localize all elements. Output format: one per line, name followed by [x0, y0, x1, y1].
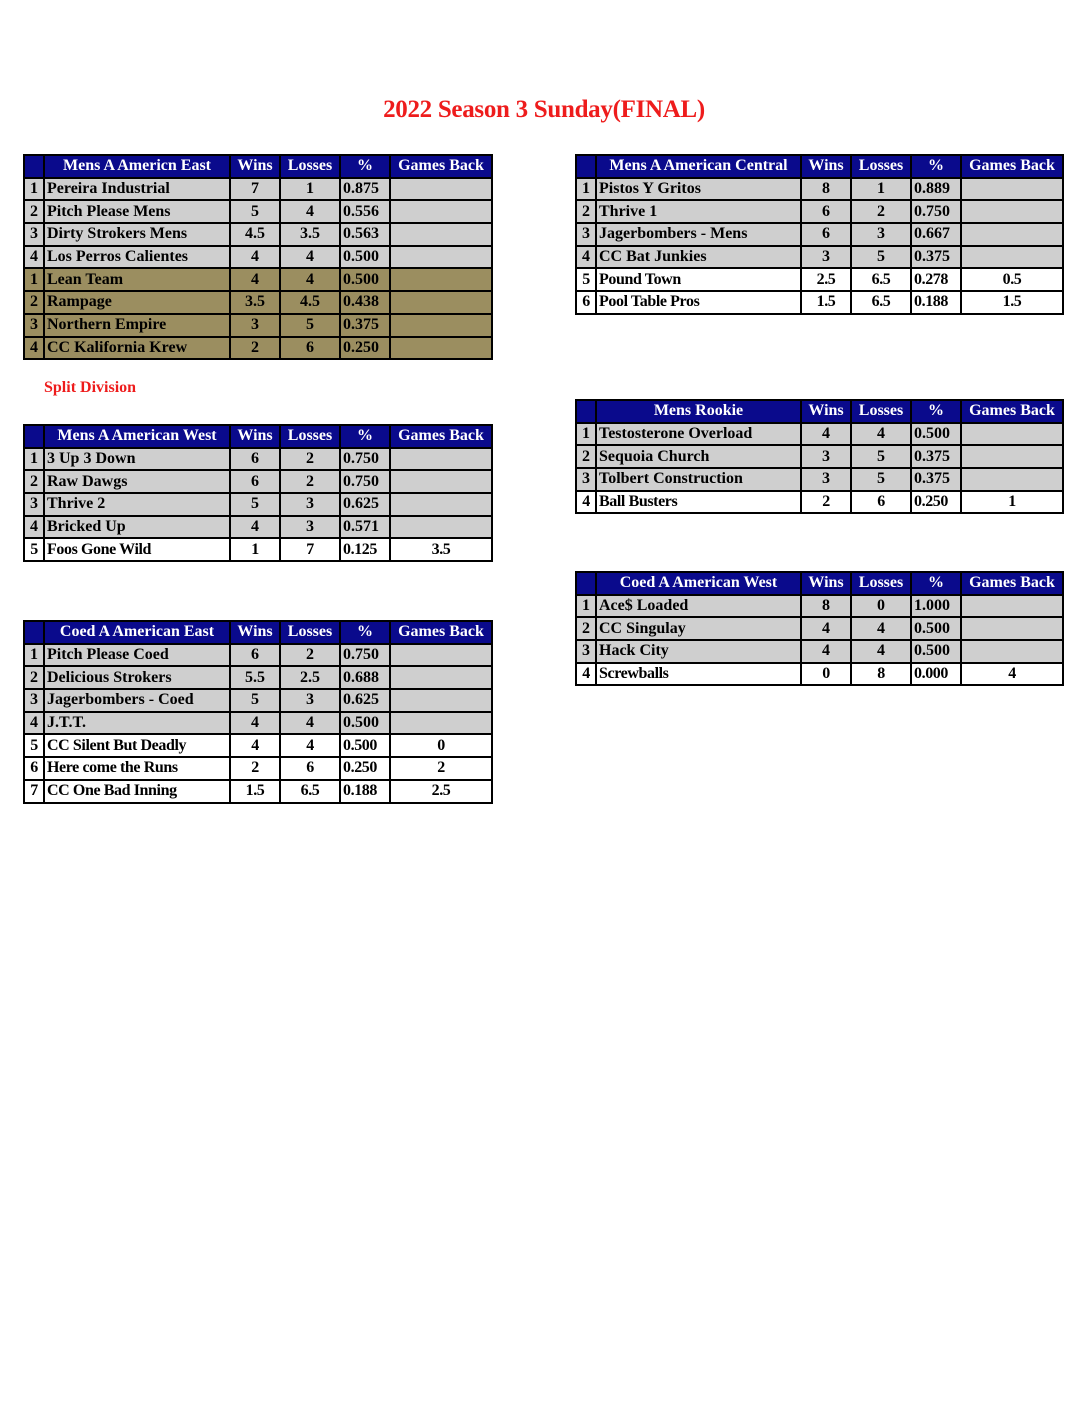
table-row [24, 666, 492, 689]
wins-header: Wins [230, 425, 280, 448]
losses-cell: 5 [851, 246, 911, 269]
games-back-cell [961, 468, 1063, 491]
pct-cell: 0.250 [911, 491, 961, 514]
pct-cell: 0.571 [340, 516, 390, 539]
table-row [24, 314, 492, 337]
rank-cell: 1 [24, 178, 44, 201]
team-name-cell: CC One Bad Inning [44, 780, 230, 803]
games-back-cell [390, 223, 492, 246]
pct-header: % [911, 400, 961, 423]
team-name-cell: Raw Dawgs [44, 470, 230, 493]
wins-cell: 6 [230, 448, 280, 471]
team-name-cell: Pereira Industrial [44, 178, 230, 201]
games-back-cell [390, 666, 492, 689]
table-header-row [576, 400, 1063, 423]
games-back-cell: 1.5 [961, 291, 1063, 314]
division-name: Coed A American East [44, 621, 230, 644]
rank-cell: 3 [24, 493, 44, 516]
team-name-cell: Testosterone Overload [596, 423, 801, 446]
games-back-cell [961, 178, 1063, 201]
team-name-cell: Ace$ Loaded [596, 595, 801, 618]
losses-cell: 2 [280, 448, 340, 471]
wins-cell: 6 [801, 200, 851, 223]
rank-cell: 3 [24, 689, 44, 712]
table-row [576, 246, 1063, 269]
division-name: Coed A American West [596, 572, 801, 595]
losses-cell: 4 [280, 734, 340, 757]
table-row [24, 734, 492, 757]
wins-cell: 4.5 [230, 223, 280, 246]
wins-cell: 8 [801, 178, 851, 201]
games-back-header: Games Back [390, 425, 492, 448]
rank-cell: 1 [24, 644, 44, 667]
games-back-cell: 0 [390, 734, 492, 757]
wins-cell: 1 [230, 538, 280, 561]
pct-cell: 0.188 [340, 780, 390, 803]
team-name-cell: Bricked Up [44, 516, 230, 539]
losses-header: Losses [851, 155, 911, 178]
team-name-cell: Screwballs [596, 663, 801, 686]
losses-cell: 3 [280, 516, 340, 539]
team-name-cell: Foos Gone Wild [44, 538, 230, 561]
games-back-cell: 2 [390, 757, 492, 780]
team-name-cell: Thrive 1 [596, 200, 801, 223]
team-name-cell: Pound Town [596, 268, 801, 291]
table-row [576, 640, 1063, 663]
pct-header: % [340, 425, 390, 448]
table-row [576, 445, 1063, 468]
wins-cell: 3 [230, 314, 280, 337]
pct-cell: 0.889 [911, 178, 961, 201]
division-name: Mens A American Central [596, 155, 801, 178]
pct-cell: 0.375 [340, 314, 390, 337]
pct-cell: 0.563 [340, 223, 390, 246]
games-back-cell [961, 200, 1063, 223]
pct-cell: 0.500 [340, 268, 390, 291]
division-name: Mens A Americn East [44, 155, 230, 178]
losses-cell: 8 [851, 663, 911, 686]
wins-cell: 7 [230, 178, 280, 201]
rank-cell: 3 [576, 640, 596, 663]
table-header-row [24, 155, 492, 178]
wins-cell: 3 [801, 246, 851, 269]
games-back-cell [390, 246, 492, 269]
standings-table-coed-a-west [575, 571, 1064, 686]
games-back-header: Games Back [390, 621, 492, 644]
pct-cell: 0.750 [340, 470, 390, 493]
pct-cell: 0.250 [340, 337, 390, 360]
losses-cell: 2 [280, 644, 340, 667]
losses-cell: 5 [280, 314, 340, 337]
losses-cell: 6 [280, 757, 340, 780]
team-name-cell: Tolbert Construction [596, 468, 801, 491]
table-row [24, 493, 492, 516]
pct-cell: 0.688 [340, 666, 390, 689]
losses-cell: 5 [851, 468, 911, 491]
wins-cell: 4 [230, 516, 280, 539]
losses-cell: 3 [280, 689, 340, 712]
games-back-header: Games Back [390, 155, 492, 178]
games-back-cell: 4 [961, 663, 1063, 686]
rank-cell: 2 [576, 445, 596, 468]
rank-header [24, 621, 44, 644]
table-row [24, 757, 492, 780]
games-back-cell [961, 617, 1063, 640]
losses-cell: 6 [851, 491, 911, 514]
table-row [576, 291, 1063, 314]
table-header-row [24, 621, 492, 644]
losses-cell: 1 [851, 178, 911, 201]
rank-cell: 1 [24, 448, 44, 471]
losses-cell: 4 [280, 712, 340, 735]
rank-header [576, 400, 596, 423]
losses-cell: 2.5 [280, 666, 340, 689]
table-row [24, 178, 492, 201]
team-name-cell: CC Silent But Deadly [44, 734, 230, 757]
wins-cell: 5 [230, 493, 280, 516]
team-name-cell: Northern Empire [44, 314, 230, 337]
games-back-cell [390, 291, 492, 314]
pct-header: % [911, 572, 961, 595]
losses-cell: 4.5 [280, 291, 340, 314]
losses-cell: 7 [280, 538, 340, 561]
team-name-cell: Jagerbombers - Mens [596, 223, 801, 246]
wins-cell: 8 [801, 595, 851, 618]
rank-cell: 4 [576, 246, 596, 269]
losses-cell: 6 [280, 337, 340, 360]
losses-cell: 2 [280, 470, 340, 493]
table-row [24, 516, 492, 539]
wins-cell: 6 [230, 470, 280, 493]
rank-cell: 1 [576, 178, 596, 201]
games-back-cell [961, 595, 1063, 618]
wins-cell: 4 [230, 734, 280, 757]
table-row [576, 423, 1063, 446]
wins-cell: 5 [230, 689, 280, 712]
standings-table-mens-a-central [575, 154, 1064, 315]
pct-cell: 0.278 [911, 268, 961, 291]
pct-cell: 0.250 [340, 757, 390, 780]
pct-cell: 0.500 [340, 246, 390, 269]
wins-cell: 4 [230, 268, 280, 291]
games-back-header: Games Back [961, 155, 1063, 178]
rank-cell: 3 [576, 468, 596, 491]
table-row [24, 780, 492, 803]
wins-cell: 3 [801, 468, 851, 491]
wins-cell: 2 [230, 337, 280, 360]
rank-cell: 2 [576, 617, 596, 640]
pct-cell: 0.125 [340, 538, 390, 561]
games-back-cell [390, 516, 492, 539]
division-name: Mens Rookie [596, 400, 801, 423]
team-name-cell: Lean Team [44, 268, 230, 291]
wins-cell: 1.5 [230, 780, 280, 803]
pct-cell: 0.500 [911, 617, 961, 640]
wins-cell: 2 [801, 491, 851, 514]
losses-cell: 1 [280, 178, 340, 201]
team-name-cell: Pistos Y Gritos [596, 178, 801, 201]
wins-cell: 2 [230, 757, 280, 780]
rank-cell: 4 [24, 337, 44, 360]
rank-cell: 3 [576, 223, 596, 246]
standings-table-mens-rookie [575, 399, 1064, 514]
page-title: 2022 Season 3 Sunday(FINAL) [383, 96, 705, 123]
wins-cell: 1.5 [801, 291, 851, 314]
wins-cell: 4 [801, 617, 851, 640]
table-row [24, 291, 492, 314]
table-row [24, 538, 492, 561]
wins-cell: 4 [801, 423, 851, 446]
table-row [24, 689, 492, 712]
table-row [576, 468, 1063, 491]
table-row [24, 712, 492, 735]
pct-cell: 0.375 [911, 445, 961, 468]
rank-header [576, 572, 596, 595]
losses-cell: 6.5 [280, 780, 340, 803]
pct-cell: 0.500 [911, 640, 961, 663]
pct-cell: 0.556 [340, 200, 390, 223]
losses-cell: 4 [280, 200, 340, 223]
rank-cell: 2 [576, 200, 596, 223]
wins-cell: 3 [801, 445, 851, 468]
table-row [24, 337, 492, 360]
losses-cell: 4 [280, 268, 340, 291]
team-name-cell: Here come the Runs [44, 757, 230, 780]
standings-table-mens-a-west [23, 424, 493, 562]
losses-cell: 3 [280, 493, 340, 516]
games-back-cell [961, 246, 1063, 269]
table-row [576, 268, 1063, 291]
losses-header: Losses [851, 572, 911, 595]
rank-cell: 5 [24, 734, 44, 757]
rank-header [576, 155, 596, 178]
rank-cell: 4 [576, 491, 596, 514]
games-back-header: Games Back [961, 400, 1063, 423]
wins-cell: 3.5 [230, 291, 280, 314]
table-row [24, 223, 492, 246]
games-back-cell [961, 445, 1063, 468]
rank-cell: 5 [576, 268, 596, 291]
pct-cell: 0.625 [340, 689, 390, 712]
table-header-row [24, 425, 492, 448]
games-back-cell [390, 493, 492, 516]
team-name-cell: Pitch Please Coed [44, 644, 230, 667]
standings-table-mens-a-east [23, 154, 493, 360]
games-back-cell [390, 470, 492, 493]
rank-cell: 2 [24, 291, 44, 314]
rank-cell: 4 [24, 516, 44, 539]
team-name-cell: Jagerbombers - Coed [44, 689, 230, 712]
losses-cell: 3.5 [280, 223, 340, 246]
rank-header [24, 425, 44, 448]
wins-cell: 6 [801, 223, 851, 246]
games-back-cell [390, 712, 492, 735]
games-back-cell [390, 178, 492, 201]
rank-cell: 4 [24, 712, 44, 735]
rank-cell: 3 [24, 223, 44, 246]
wins-header: Wins [801, 572, 851, 595]
games-back-cell [961, 423, 1063, 446]
wins-cell: 2.5 [801, 268, 851, 291]
pct-cell: 0.375 [911, 468, 961, 491]
games-back-cell: 2.5 [390, 780, 492, 803]
pct-header: % [340, 155, 390, 178]
rank-cell: 1 [24, 268, 44, 291]
games-back-cell [390, 314, 492, 337]
pct-header: % [340, 621, 390, 644]
losses-cell: 0 [851, 595, 911, 618]
games-back-cell [390, 448, 492, 471]
games-back-cell: 0.5 [961, 268, 1063, 291]
rank-cell: 4 [576, 663, 596, 686]
wins-cell: 5 [230, 200, 280, 223]
losses-header: Losses [851, 400, 911, 423]
wins-header: Wins [230, 621, 280, 644]
rank-cell: 3 [24, 314, 44, 337]
division-name: Mens A American West [44, 425, 230, 448]
pct-cell: 0.667 [911, 223, 961, 246]
pct-header: % [911, 155, 961, 178]
wins-cell: 4 [230, 712, 280, 735]
losses-cell: 6.5 [851, 291, 911, 314]
pct-cell: 0.625 [340, 493, 390, 516]
losses-header: Losses [280, 621, 340, 644]
team-name-cell: J.T.T. [44, 712, 230, 735]
games-back-cell [390, 689, 492, 712]
team-name-cell: Hack City [596, 640, 801, 663]
rank-cell: 6 [576, 291, 596, 314]
wins-cell: 6 [230, 644, 280, 667]
games-back-cell [961, 223, 1063, 246]
table-row [24, 200, 492, 223]
table-header-row [576, 572, 1063, 595]
rank-header [24, 155, 44, 178]
rank-cell: 2 [24, 666, 44, 689]
team-name-cell: CC Kalifornia Krew [44, 337, 230, 360]
losses-cell: 4 [851, 640, 911, 663]
table-row [24, 470, 492, 493]
wins-header: Wins [801, 400, 851, 423]
rank-cell: 6 [24, 757, 44, 780]
pct-cell: 0.188 [911, 291, 961, 314]
table-row [576, 223, 1063, 246]
team-name-cell: Ball Busters [596, 491, 801, 514]
pct-cell: 0.000 [911, 663, 961, 686]
pct-cell: 0.750 [340, 448, 390, 471]
wins-cell: 4 [801, 640, 851, 663]
pct-cell: 0.500 [340, 734, 390, 757]
games-back-cell [390, 644, 492, 667]
games-back-cell [961, 640, 1063, 663]
table-row [576, 200, 1063, 223]
pct-cell: 0.438 [340, 291, 390, 314]
team-name-cell: Thrive 2 [44, 493, 230, 516]
wins-cell: 4 [230, 246, 280, 269]
team-name-cell: CC Bat Junkies [596, 246, 801, 269]
team-name-cell: Pool Table Pros [596, 291, 801, 314]
pct-cell: 1.000 [911, 595, 961, 618]
pct-cell: 0.750 [911, 200, 961, 223]
team-name-cell: Los Perros Calientes [44, 246, 230, 269]
losses-cell: 2 [851, 200, 911, 223]
wins-header: Wins [801, 155, 851, 178]
team-name-cell: Sequoia Church [596, 445, 801, 468]
games-back-cell: 1 [961, 491, 1063, 514]
losses-cell: 4 [851, 617, 911, 640]
table-row [24, 644, 492, 667]
team-name-cell: Dirty Strokers Mens [44, 223, 230, 246]
losses-header: Losses [280, 425, 340, 448]
pct-cell: 0.500 [911, 423, 961, 446]
pct-cell: 0.750 [340, 644, 390, 667]
table-header-row [576, 155, 1063, 178]
team-name-cell: Pitch Please Mens [44, 200, 230, 223]
standings-table-coed-a-east [23, 620, 493, 804]
table-row [576, 595, 1063, 618]
team-name-cell: Rampage [44, 291, 230, 314]
table-row [576, 178, 1063, 201]
table-row [576, 663, 1063, 686]
team-name-cell: CC Singulay [596, 617, 801, 640]
losses-cell: 4 [851, 423, 911, 446]
table-row [24, 246, 492, 269]
table-row [576, 491, 1063, 514]
team-name-cell: Delicious Strokers [44, 666, 230, 689]
wins-header: Wins [230, 155, 280, 178]
games-back-cell: 3.5 [390, 538, 492, 561]
pct-cell: 0.375 [911, 246, 961, 269]
team-name-cell: 3 Up 3 Down [44, 448, 230, 471]
table-row [576, 617, 1063, 640]
pct-cell: 0.500 [340, 712, 390, 735]
games-back-cell [390, 337, 492, 360]
table-row [24, 448, 492, 471]
rank-cell: 4 [24, 246, 44, 269]
losses-cell: 3 [851, 223, 911, 246]
rank-cell: 5 [24, 538, 44, 561]
rank-cell: 1 [576, 423, 596, 446]
losses-cell: 5 [851, 445, 911, 468]
losses-cell: 6.5 [851, 268, 911, 291]
losses-cell: 4 [280, 246, 340, 269]
games-back-cell [390, 268, 492, 291]
rank-cell: 1 [576, 595, 596, 618]
wins-cell: 0 [801, 663, 851, 686]
games-back-cell [390, 200, 492, 223]
pct-cell: 0.875 [340, 178, 390, 201]
split-division-note: Split Division [44, 379, 137, 396]
wins-cell: 5.5 [230, 666, 280, 689]
losses-header: Losses [280, 155, 340, 178]
rank-cell: 2 [24, 470, 44, 493]
table-row [24, 268, 492, 291]
rank-cell: 2 [24, 200, 44, 223]
games-back-header: Games Back [961, 572, 1063, 595]
rank-cell: 7 [24, 780, 44, 803]
